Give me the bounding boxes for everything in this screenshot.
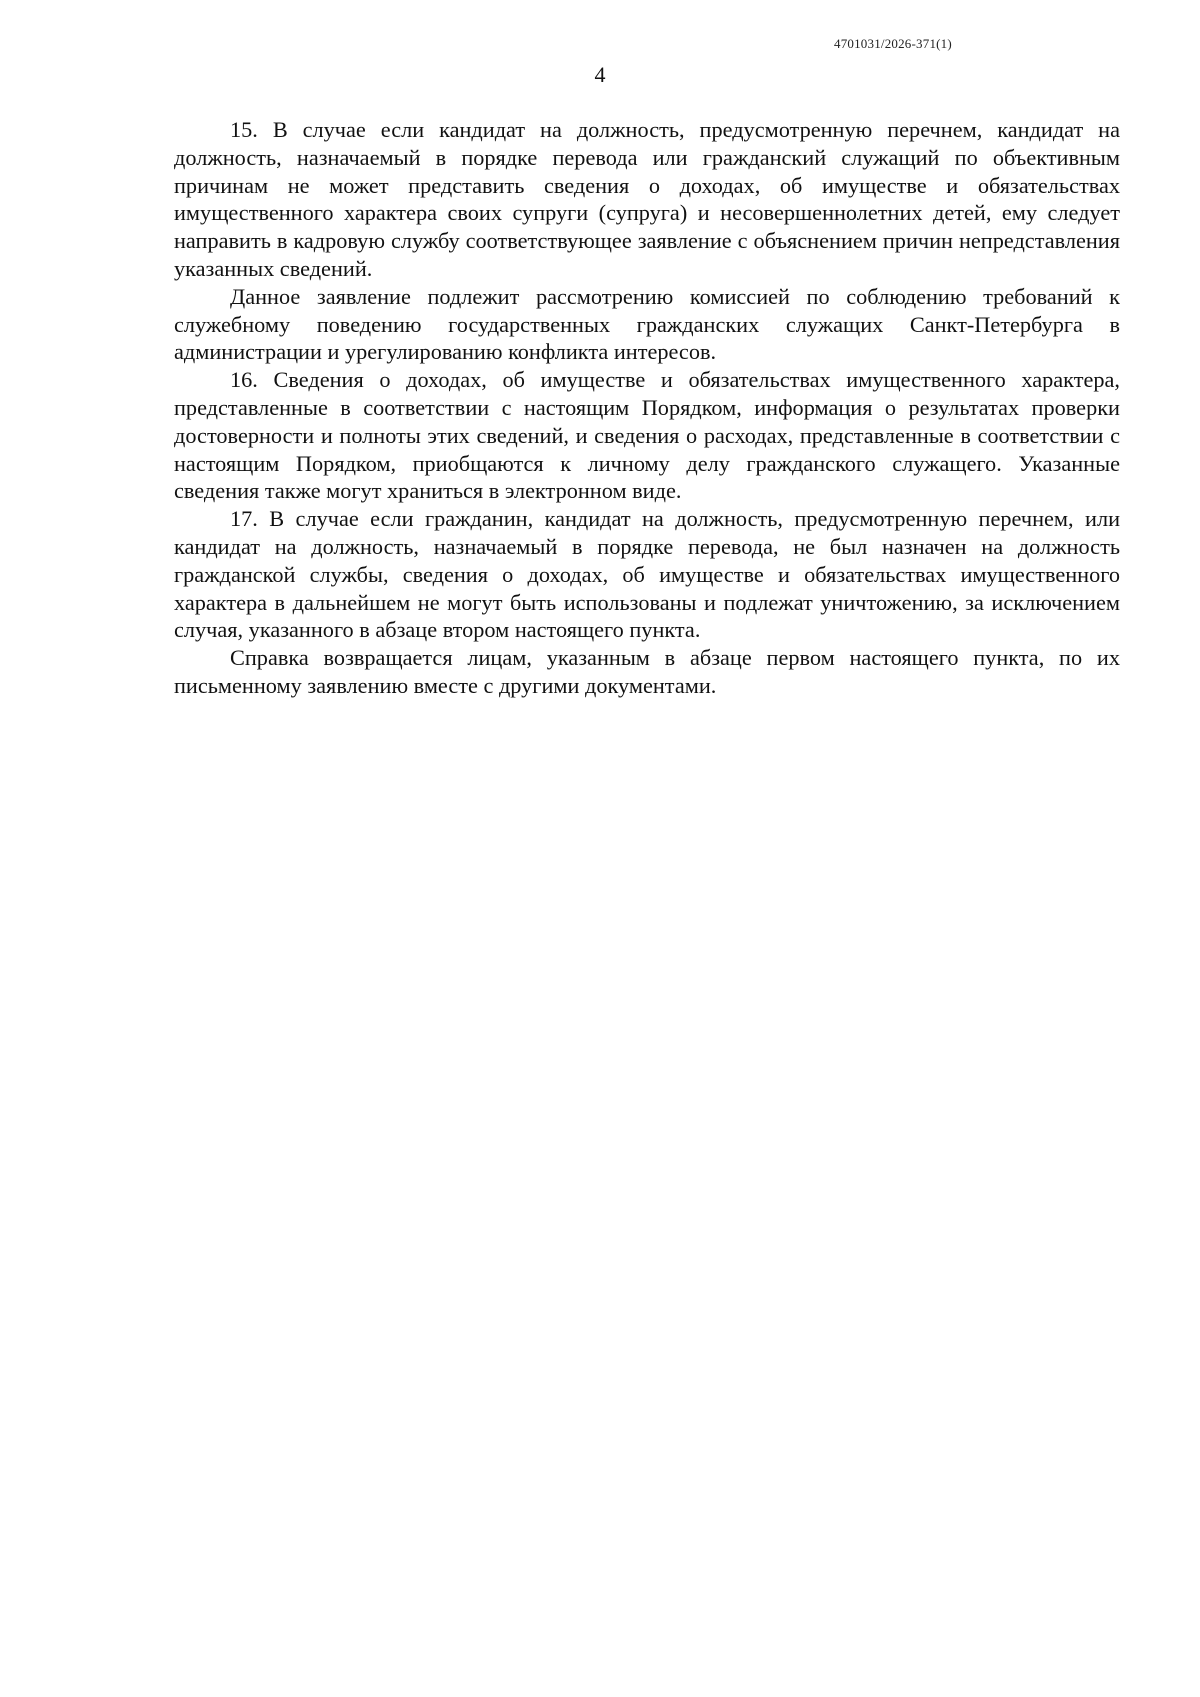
page-number: 4: [594, 62, 606, 87]
paragraph-item-17: 17. В случае если гражданин, кандидат на должность, предусмотренную перечнем, или кандидат на должность, назначаемый в порядке перевода, не был назначен на должность гражданской службы, сведения о доходах, об имуществе и обязательствах имущественного характера в дальнейшем не могут быть использованы и подлежат уничтожению, за исключением случая, указанного в абзаце втором настоящего пункта.: [174, 506, 1120, 643]
paragraph-item-15: 15. В случае если кандидат на должность, предусмотренную перечнем, кандидат на должность, назначаемый в порядке перевода или гражданский служащий по объективным причинам не может представить сведения о доходах, об имуществе и обязательствах имущественного характера своих супруги (супруга) и несовершеннолетних детей, ему следует направить в кадровую службу соответствующее заявление с объяснением причин непредставления указанных сведений.: [174, 117, 1120, 281]
paragraph-item-17-return: Справка возвращается лицам, указанным в абзаце первом настоящего пункта, по их письменному заявлению вместе с другими документами.: [174, 645, 1120, 698]
paragraph-item-16: 16. Сведения о доходах, об имуществе и обязательствах имущественного характера, представленные в соответствии с настоящим Порядком, информация о результатах проверки достоверности и полноты этих сведений, и сведения о расходах, представленные в соответствии с настоящим Порядком, приобщаются к личному делу гражданского служащего. Указанные сведения также могут храниться в электронном виде.: [174, 367, 1120, 504]
paragraph-item-15-commission: Данное заявление подлежит рассмотрению комиссией по соблюдению требований к служебному поведению государственных гражданских служащих Санкт-Петербурга в администрации и урегулированию конфликта интересов.: [174, 283, 1120, 365]
document-registration-code: 4701031/2026-371(1): [834, 36, 952, 51]
document-body: [174, 116, 1120, 700]
